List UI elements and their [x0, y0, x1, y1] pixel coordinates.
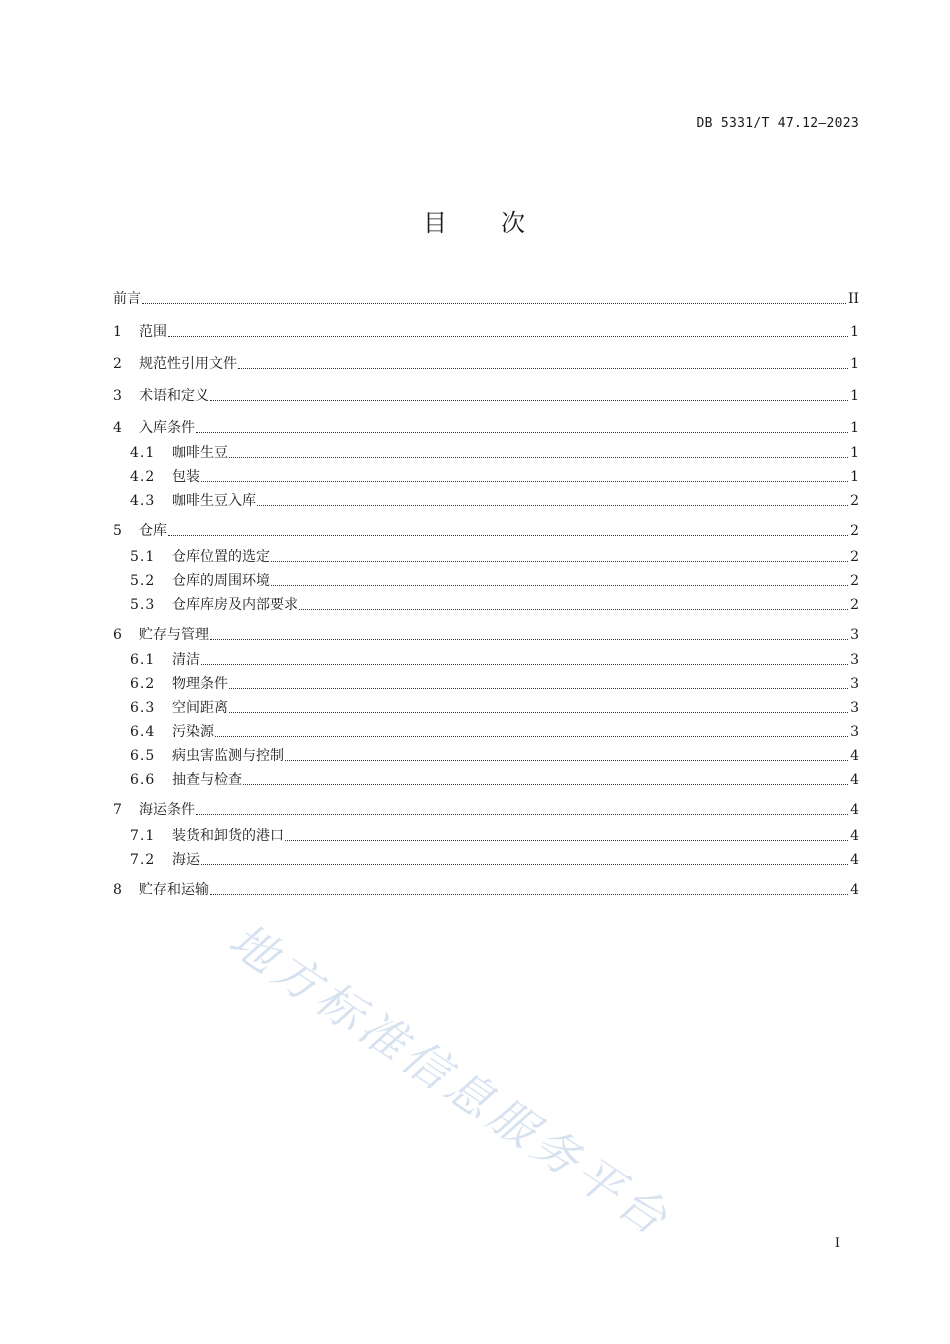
- toc-entry-title: 范围: [139, 324, 167, 340]
- toc-entry-number: 7.2: [130, 852, 156, 868]
- toc-entry-page: 4: [850, 852, 859, 868]
- toc-entry-number: 6.3: [130, 700, 156, 716]
- toc-entry[interactable]: [113, 625, 859, 645]
- toc-leader-dots: [229, 711, 848, 713]
- toc-entry-title: 海运: [172, 852, 200, 868]
- toc-entry-title: 空间距离: [172, 700, 228, 716]
- toc-leader-dots: [201, 663, 848, 665]
- toc-entry[interactable]: [113, 386, 859, 406]
- toc-entry-page: 4: [850, 828, 859, 844]
- toc-leader-dots: [271, 584, 848, 586]
- toc-entry-title: 咖啡生豆: [172, 445, 228, 461]
- toc-entry-page: 3: [850, 676, 859, 692]
- toc-entry[interactable]: [130, 770, 859, 790]
- toc-entry-page: 2: [850, 597, 859, 613]
- toc-entry[interactable]: [130, 722, 859, 742]
- toc-entry-title: 入库条件: [139, 420, 195, 436]
- toc-entry[interactable]: [130, 650, 859, 670]
- toc-entry-page: 3: [850, 627, 859, 643]
- toc-leader-dots: [271, 560, 848, 562]
- toc-entry-title: 仓库的周围环境: [172, 573, 270, 589]
- toc-entry-title: 仓库: [139, 523, 167, 539]
- toc-entry-title: 清洁: [172, 652, 200, 668]
- toc-entry-page: 1: [850, 469, 859, 485]
- toc-entry-title: 仓库位置的选定: [172, 549, 270, 565]
- toc-entry[interactable]: [130, 443, 859, 463]
- toc-entry-number: 4.1: [130, 445, 156, 461]
- toc-leader-dots: [201, 480, 848, 482]
- toc-entry-page: 1: [850, 420, 859, 436]
- toc-entry[interactable]: [130, 850, 859, 870]
- toc-entry-title: 贮存与管理: [139, 627, 209, 643]
- toc-entry-number: 1: [113, 324, 122, 340]
- toc-entry-page: 2: [850, 573, 859, 589]
- toc-title-char-2: 次: [501, 209, 527, 237]
- toc-leader-dots: [299, 608, 848, 610]
- toc-title-char-1: 目: [423, 209, 449, 237]
- toc-entry[interactable]: [130, 674, 859, 694]
- toc-entry-number: 5: [113, 523, 122, 539]
- toc-entry[interactable]: [130, 571, 859, 591]
- toc-entry[interactable]: [113, 521, 859, 541]
- toc-entry-title: 贮存和运输: [139, 882, 209, 898]
- toc-leader-dots: [196, 813, 848, 815]
- toc-entry[interactable]: [130, 595, 859, 615]
- toc-entry-title: 咖啡生豆入库: [172, 493, 256, 509]
- toc-entry-page: 3: [850, 652, 859, 668]
- toc-entry[interactable]: [130, 547, 859, 567]
- toc-entry-title: 术语和定义: [139, 388, 209, 404]
- toc-entry[interactable]: [130, 746, 859, 766]
- toc-entry[interactable]: [113, 289, 859, 309]
- toc-entry-number: 4: [113, 420, 122, 436]
- toc-entry-page: 1: [850, 356, 859, 372]
- toc-entry[interactable]: [113, 354, 859, 374]
- toc-leader-dots: [210, 638, 848, 640]
- toc-entry[interactable]: [113, 880, 859, 900]
- toc-entry[interactable]: [113, 800, 859, 820]
- toc-entry-title: 物理条件: [172, 676, 228, 692]
- toc-entry-page: 1: [850, 388, 859, 404]
- toc-entry-page: 1: [850, 445, 859, 461]
- toc-entry[interactable]: [130, 467, 859, 487]
- toc-entry-title: 仓库库房及内部要求: [172, 597, 298, 613]
- page-number: I: [834, 1236, 840, 1251]
- toc-entry-page: 3: [850, 700, 859, 716]
- toc-leader-dots: [229, 687, 848, 689]
- toc-entry-page: 4: [850, 772, 859, 788]
- toc-entry-title: 污染源: [172, 724, 214, 740]
- toc-leader-dots: [201, 863, 848, 865]
- watermark: 地方标准信息服务平台: [219, 912, 682, 1249]
- toc-leader-dots: [142, 302, 846, 304]
- toc-entry-page: 4: [850, 748, 859, 764]
- toc-entry-number: 7: [113, 802, 122, 818]
- toc-entry-number: 5.2: [130, 573, 156, 589]
- toc-entry-number: 3: [113, 388, 122, 404]
- toc-entry-number: 4.2: [130, 469, 156, 485]
- toc-entry-number: 7.1: [130, 828, 156, 844]
- toc-entry-title: 病虫害监测与控制: [172, 748, 284, 764]
- toc-leader-dots: [257, 504, 848, 506]
- toc-entry-page: 1: [850, 324, 859, 340]
- toc-entry-number: 6.1: [130, 652, 156, 668]
- toc-entry-page: 2: [850, 549, 859, 565]
- toc-entry-number: 6.2: [130, 676, 156, 692]
- toc-entry-page: 2: [850, 493, 859, 509]
- toc-entry[interactable]: [113, 322, 859, 342]
- toc-entry-number: 6.6: [130, 772, 156, 788]
- toc-entry-title: 前言: [113, 291, 141, 307]
- toc-entry-page: II: [847, 291, 859, 307]
- toc-entry-title: 海运条件: [139, 802, 195, 818]
- toc-entry-title: 装货和卸货的港口: [172, 828, 284, 844]
- toc-entry-number: 5.1: [130, 549, 156, 565]
- toc-entry-page: 4: [850, 882, 859, 898]
- toc-leader-dots: [196, 431, 848, 433]
- toc-leader-dots: [215, 735, 848, 737]
- toc-leader-dots: [229, 456, 848, 458]
- toc-leader-dots: [285, 759, 848, 761]
- toc-leader-dots: [210, 399, 848, 401]
- toc-entry-number: 6.4: [130, 724, 156, 740]
- toc-entry-number: 6: [113, 627, 122, 643]
- toc-entry-number: 5.3: [130, 597, 156, 613]
- toc-entry[interactable]: [130, 698, 859, 718]
- toc-leader-dots: [168, 534, 848, 536]
- toc-entry[interactable]: [113, 418, 859, 438]
- toc-entry-number: 8: [113, 882, 122, 898]
- document-code: DB 5331/T 47.12—2023: [696, 116, 859, 131]
- toc-leader-dots: [243, 783, 848, 785]
- toc-entry-title: 包装: [172, 469, 200, 485]
- toc-entry-title: 规范性引用文件: [139, 356, 237, 372]
- toc-entry-title: 抽查与检查: [172, 772, 242, 788]
- toc-entry-number: 4.3: [130, 493, 156, 509]
- toc-entry[interactable]: [130, 826, 859, 846]
- toc-entry-page: 4: [850, 802, 859, 818]
- toc-leader-dots: [285, 839, 848, 841]
- toc-title: [0, 203, 950, 238]
- toc-leader-dots: [168, 335, 848, 337]
- toc-entry-page: 3: [850, 724, 859, 740]
- toc-leader-dots: [238, 367, 848, 369]
- toc-entry-number: 6.5: [130, 748, 156, 764]
- toc-entry-number: 2: [113, 356, 122, 372]
- toc-leader-dots: [210, 893, 848, 895]
- toc-entry-page: 2: [850, 523, 859, 539]
- toc-entry[interactable]: [130, 491, 859, 511]
